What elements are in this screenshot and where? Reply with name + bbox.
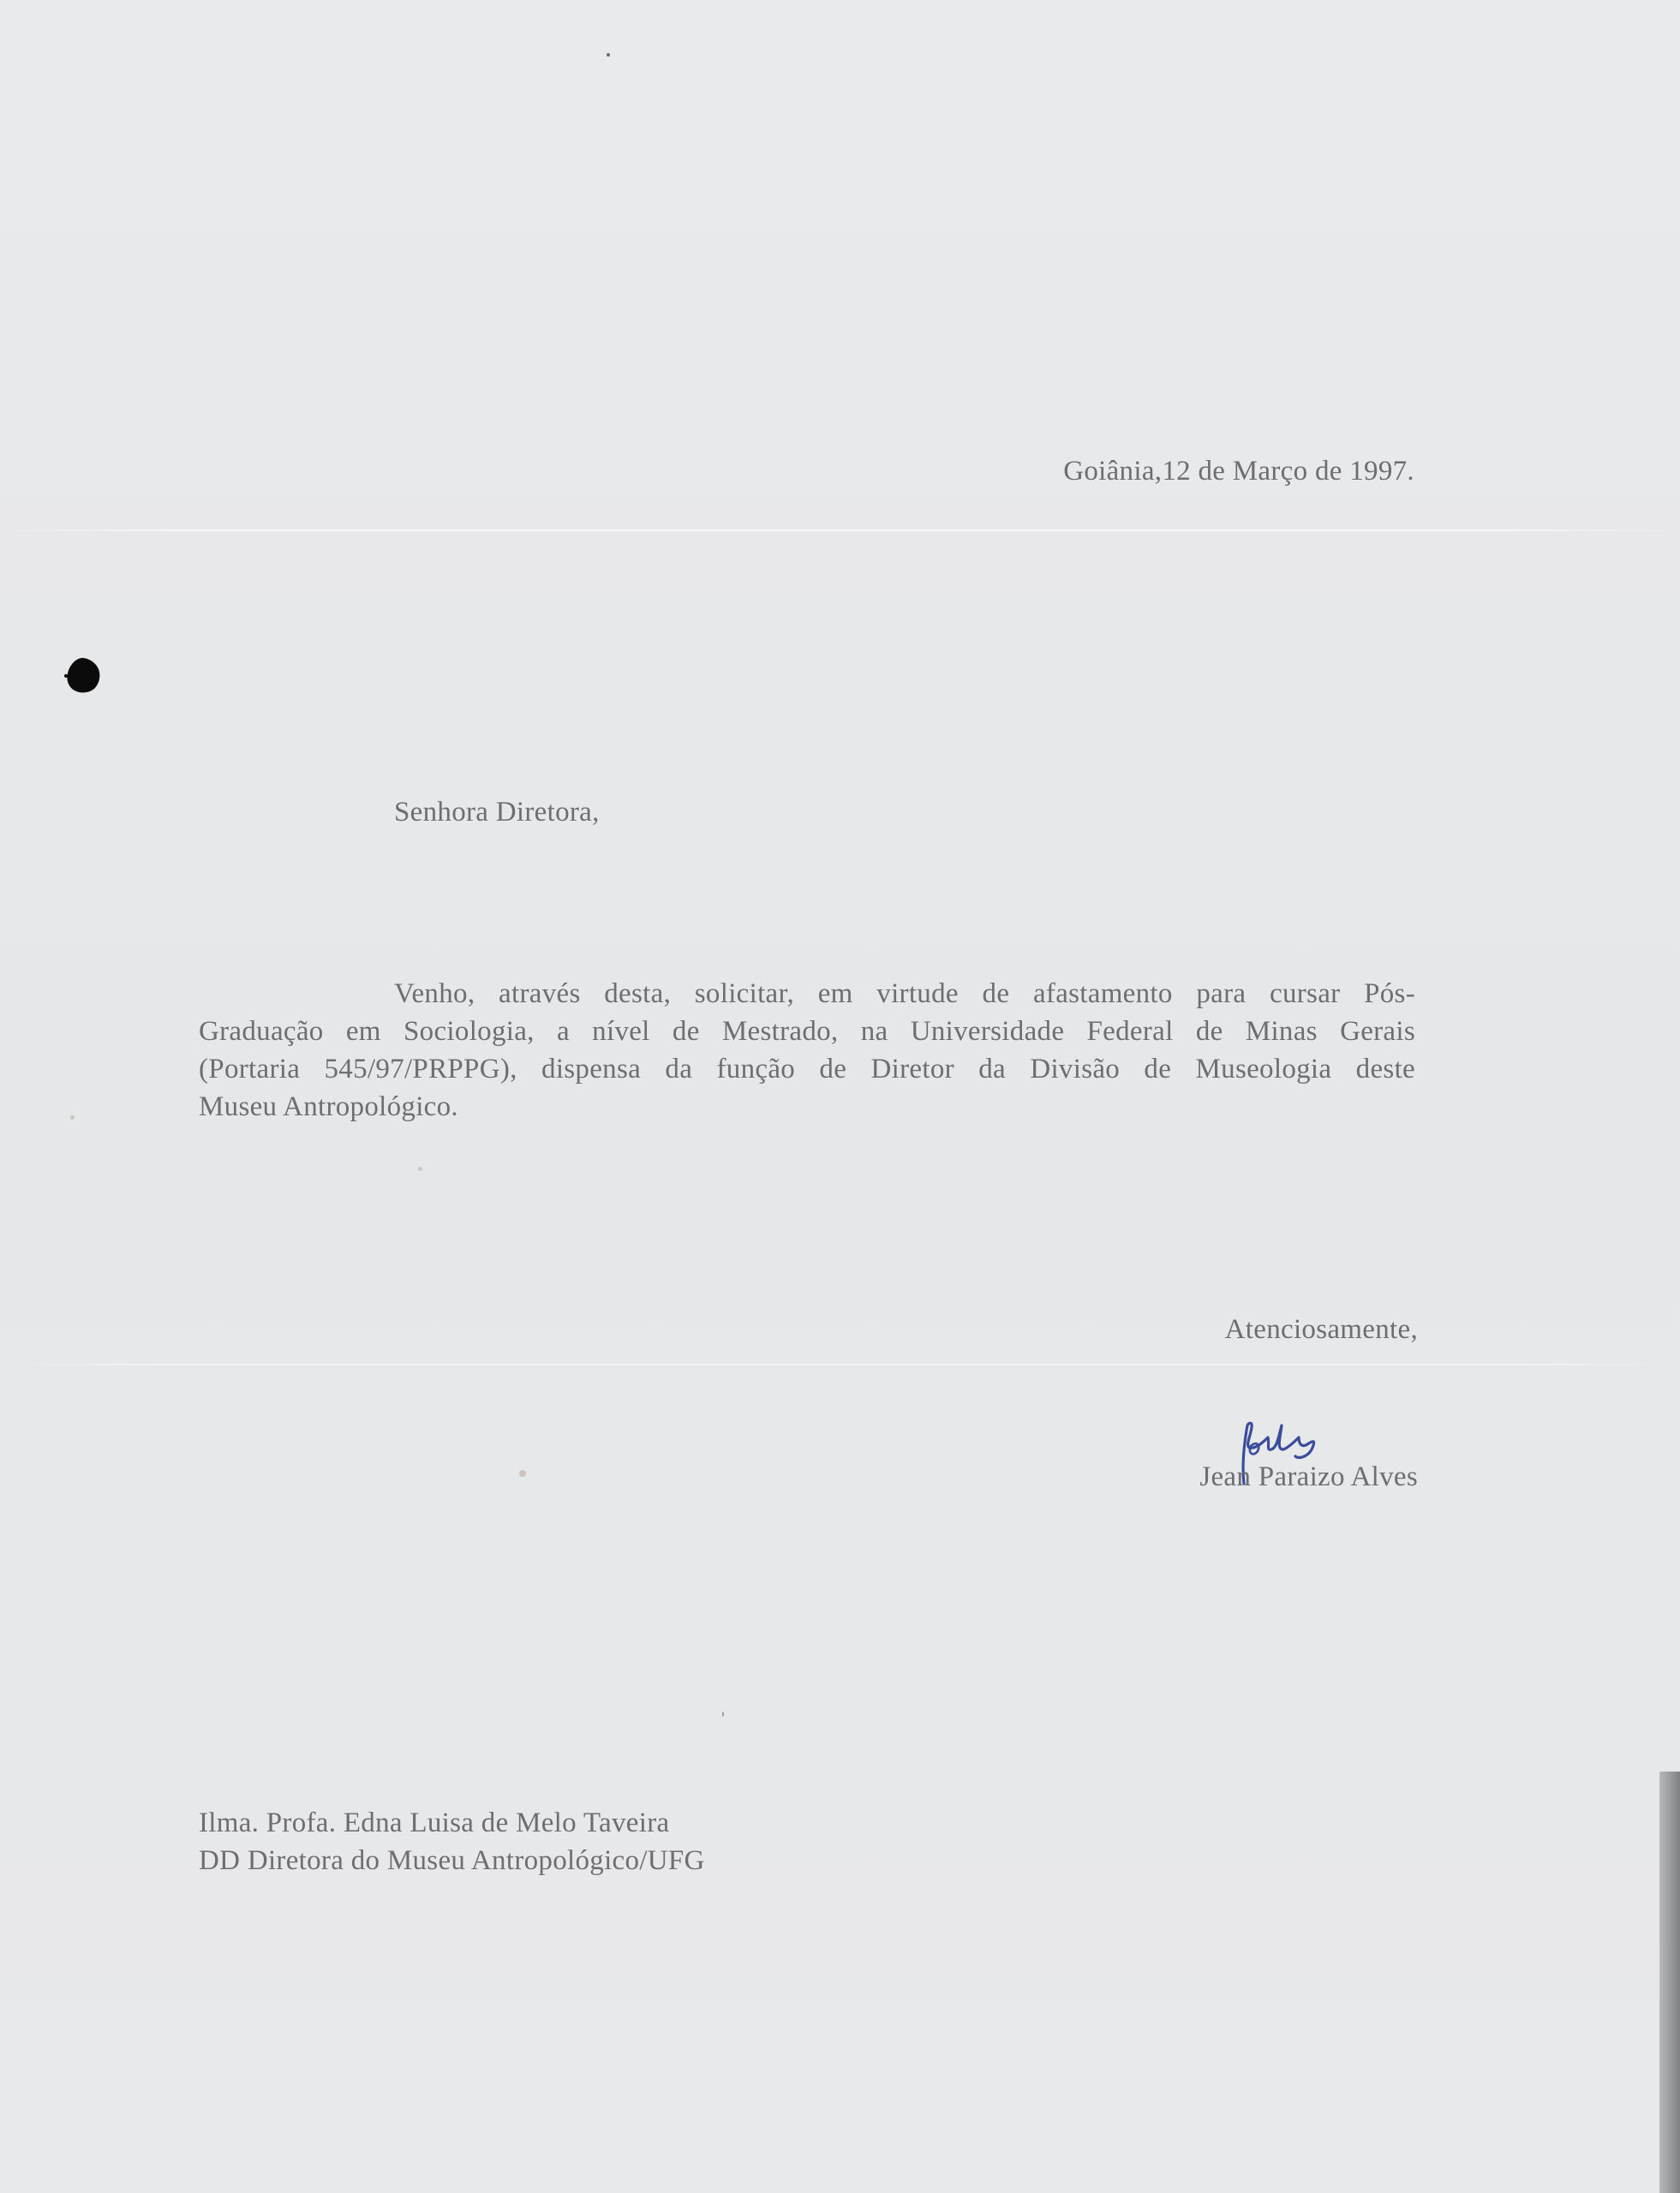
recipient-line-2: DD Diretora do Museu Antropológico/UFG	[199, 1845, 705, 1876]
letter-body-line: Museu Antropológico.	[199, 1091, 458, 1122]
letter-salutation: Senhora Diretora,	[394, 797, 600, 828]
paper-fold-line	[0, 1364, 1680, 1365]
signatory-name: Jean Paraizo Alves	[1199, 1461, 1418, 1492]
paper-fold-line	[0, 529, 1680, 531]
dust-speck	[418, 1167, 422, 1171]
dust-speck	[519, 1470, 526, 1477]
letter-body-line: Graduação em Sociologia, a nível de Mestrado, na Universidade Federal de Minas Gerais	[199, 1016, 1415, 1047]
letter-body-line: Venho, através desta, solicitar, em virtude de afastamento para cursar Pós-	[394, 978, 1415, 1009]
letter-recipient	[199, 1804, 705, 1879]
letter-date: Goiânia,12 de Março de 1997.	[1063, 456, 1414, 487]
letter-body-line: (Portaria 545/97/PRPPG), dispensa da função de Diretor da Divisão de Museologia deste	[199, 1054, 1415, 1085]
scan-edge-shadow	[1659, 1772, 1680, 2193]
dust-speck	[607, 53, 610, 57]
recipient-line-1: Ilma. Profa. Edna Luisa de Melo Taveira	[199, 1808, 670, 1838]
letter-body	[199, 975, 1415, 1126]
ink-blot-mark	[63, 655, 103, 695]
dust-speck	[722, 1712, 724, 1717]
letter-closing: Atenciosamente,	[1224, 1314, 1418, 1345]
dust-speck	[70, 1115, 75, 1120]
